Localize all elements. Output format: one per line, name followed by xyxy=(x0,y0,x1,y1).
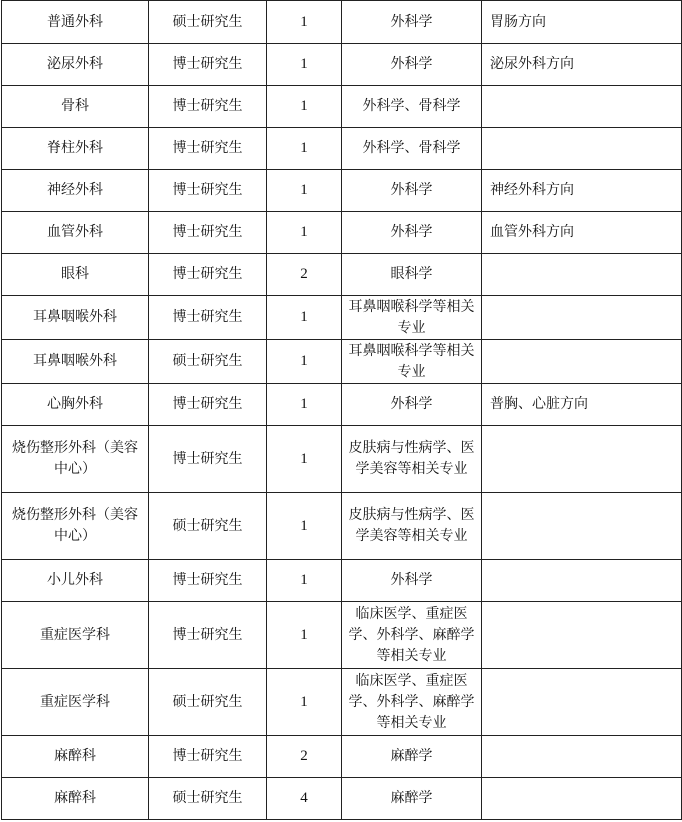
table-row xyxy=(2,44,682,86)
note-cell xyxy=(482,86,682,128)
count-cell: 1 xyxy=(267,669,342,736)
count-cell: 1 xyxy=(267,44,342,86)
major-cell: 外科学 xyxy=(342,44,482,86)
dept-cell: 眼科 xyxy=(2,254,149,296)
dept-cell: 血管外科 xyxy=(2,212,149,254)
note-cell xyxy=(482,736,682,778)
major-cell: 外科学 xyxy=(342,1,482,44)
degree-cell: 博士研究生 xyxy=(149,384,267,426)
dept-cell: 小儿外科 xyxy=(2,560,149,602)
dept-cell: 重症医学科 xyxy=(2,602,149,669)
degree-cell: 博士研究生 xyxy=(149,44,267,86)
dept-cell: 神经外科 xyxy=(2,170,149,212)
dept-cell: 麻醉科 xyxy=(2,736,149,778)
note-cell: 胃肠方向 xyxy=(482,1,682,44)
degree-cell: 硕士研究生 xyxy=(149,493,267,560)
note-cell xyxy=(482,669,682,736)
recruitment-table xyxy=(1,0,682,820)
note-cell xyxy=(482,340,682,384)
table-row xyxy=(2,602,682,669)
table-row xyxy=(2,426,682,493)
degree-cell: 博士研究生 xyxy=(149,560,267,602)
dept-cell: 脊柱外科 xyxy=(2,128,149,170)
count-cell: 1 xyxy=(267,560,342,602)
note-cell xyxy=(482,128,682,170)
major-cell: 外科学 xyxy=(342,384,482,426)
dept-cell: 耳鼻咽喉外科 xyxy=(2,296,149,340)
dept-cell: 麻醉科 xyxy=(2,778,149,820)
dept-cell: 重症医学科 xyxy=(2,669,149,736)
count-cell: 1 xyxy=(267,128,342,170)
count-cell: 1 xyxy=(267,493,342,560)
count-cell: 2 xyxy=(267,736,342,778)
dept-cell: 烧伤整形外科（美容中心） xyxy=(2,426,149,493)
degree-cell: 博士研究生 xyxy=(149,86,267,128)
degree-cell: 博士研究生 xyxy=(149,736,267,778)
degree-cell: 博士研究生 xyxy=(149,296,267,340)
major-cell: 耳鼻咽喉科学等相关专业 xyxy=(342,296,482,340)
degree-cell: 硕士研究生 xyxy=(149,669,267,736)
note-cell: 神经外科方向 xyxy=(482,170,682,212)
table-row xyxy=(2,170,682,212)
count-cell: 1 xyxy=(267,86,342,128)
table-row xyxy=(2,128,682,170)
table-row xyxy=(2,296,682,340)
major-cell: 外科学 xyxy=(342,560,482,602)
count-cell: 1 xyxy=(267,170,342,212)
count-cell: 4 xyxy=(267,778,342,820)
count-cell: 1 xyxy=(267,340,342,384)
dept-cell: 普通外科 xyxy=(2,1,149,44)
count-cell: 1 xyxy=(267,602,342,669)
major-cell: 临床医学、重症医学、外科学、麻醉学等相关专业 xyxy=(342,602,482,669)
note-cell: 泌尿外科方向 xyxy=(482,44,682,86)
degree-cell: 硕士研究生 xyxy=(149,778,267,820)
degree-cell: 博士研究生 xyxy=(149,602,267,669)
major-cell: 皮肤病与性病学、医学美容等相关专业 xyxy=(342,426,482,493)
table-row xyxy=(2,340,682,384)
count-cell: 1 xyxy=(267,296,342,340)
dept-cell: 耳鼻咽喉外科 xyxy=(2,340,149,384)
note-cell xyxy=(482,426,682,493)
note-cell xyxy=(482,296,682,340)
count-cell: 1 xyxy=(267,1,342,44)
table-row xyxy=(2,736,682,778)
count-cell: 2 xyxy=(267,254,342,296)
dept-cell: 烧伤整形外科（美容中心） xyxy=(2,493,149,560)
degree-cell: 博士研究生 xyxy=(149,254,267,296)
degree-cell: 博士研究生 xyxy=(149,426,267,493)
dept-cell: 泌尿外科 xyxy=(2,44,149,86)
major-cell: 临床医学、重症医学、外科学、麻醉学等相关专业 xyxy=(342,669,482,736)
table-row xyxy=(2,778,682,820)
degree-cell: 博士研究生 xyxy=(149,170,267,212)
major-cell: 皮肤病与性病学、医学美容等相关专业 xyxy=(342,493,482,560)
degree-cell: 硕士研究生 xyxy=(149,1,267,44)
degree-cell: 硕士研究生 xyxy=(149,340,267,384)
major-cell: 耳鼻咽喉科学等相关专业 xyxy=(342,340,482,384)
table-row xyxy=(2,384,682,426)
table-row xyxy=(2,1,682,44)
note-cell: 血管外科方向 xyxy=(482,212,682,254)
dept-cell: 心胸外科 xyxy=(2,384,149,426)
major-cell: 外科学 xyxy=(342,170,482,212)
count-cell: 1 xyxy=(267,384,342,426)
table-row xyxy=(2,86,682,128)
major-cell: 麻醉学 xyxy=(342,778,482,820)
table-row xyxy=(2,560,682,602)
count-cell: 1 xyxy=(267,212,342,254)
count-cell: 1 xyxy=(267,426,342,493)
table-row xyxy=(2,493,682,560)
degree-cell: 博士研究生 xyxy=(149,212,267,254)
major-cell: 外科学、骨科学 xyxy=(342,128,482,170)
table-row xyxy=(2,212,682,254)
table-body xyxy=(2,1,682,820)
note-cell xyxy=(482,493,682,560)
table-row xyxy=(2,669,682,736)
major-cell: 外科学、骨科学 xyxy=(342,86,482,128)
degree-cell: 博士研究生 xyxy=(149,128,267,170)
note-cell xyxy=(482,560,682,602)
table-row xyxy=(2,254,682,296)
note-cell: 普胸、心脏方向 xyxy=(482,384,682,426)
dept-cell: 骨科 xyxy=(2,86,149,128)
note-cell xyxy=(482,778,682,820)
major-cell: 眼科学 xyxy=(342,254,482,296)
note-cell xyxy=(482,254,682,296)
major-cell: 外科学 xyxy=(342,212,482,254)
note-cell xyxy=(482,602,682,669)
major-cell: 麻醉学 xyxy=(342,736,482,778)
